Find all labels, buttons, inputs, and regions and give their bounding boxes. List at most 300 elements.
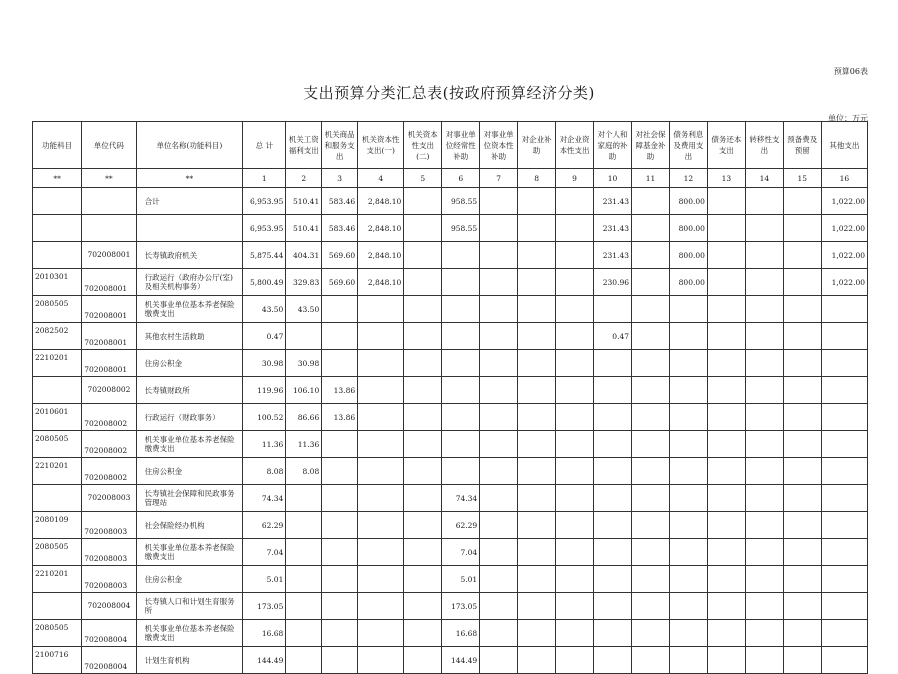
amount-cell	[480, 431, 518, 458]
amount-cell: 30.98	[286, 350, 322, 377]
amount-cell	[518, 377, 556, 404]
table-row	[33, 404, 868, 431]
amount-cell: 510.41	[286, 215, 322, 242]
amount-cell	[480, 458, 518, 485]
function-code-cell: 2080505	[33, 296, 82, 323]
amount-cell: 0.47	[594, 323, 632, 350]
amount-cell: 231.43	[594, 242, 632, 269]
amount-cell	[404, 458, 442, 485]
unit-name-cell: 住房公积金	[136, 350, 243, 377]
column-index-cell: 16	[821, 169, 867, 188]
table-row	[33, 539, 868, 566]
amount-cell	[669, 512, 707, 539]
table-row	[33, 188, 868, 215]
amount-cell	[632, 188, 670, 215]
table-row	[33, 431, 868, 458]
amount-cell	[556, 620, 594, 647]
amount-cell	[286, 512, 322, 539]
function-code-cell: 2100716	[33, 647, 82, 674]
amount-cell	[480, 620, 518, 647]
table-row	[33, 242, 868, 269]
column-header: 总 计	[243, 122, 286, 169]
amount-cell	[821, 620, 867, 647]
amount-cell	[442, 377, 480, 404]
unit-name-cell: 行政运行（财政事务）	[136, 404, 243, 431]
amount-cell	[707, 458, 745, 485]
amount-cell	[322, 485, 358, 512]
amount-cell	[358, 566, 404, 593]
amount-cell: 5,800.49	[243, 269, 286, 296]
table-header-row	[33, 122, 868, 169]
amount-cell: 1,022.00	[821, 269, 867, 296]
amount-cell	[286, 647, 322, 674]
amount-cell	[556, 458, 594, 485]
function-code-cell: 2080505	[33, 620, 82, 647]
amount-cell	[404, 566, 442, 593]
amount-cell	[821, 593, 867, 620]
amount-cell	[480, 323, 518, 350]
amount-cell	[358, 296, 404, 323]
unit-name-cell: 合计	[136, 188, 243, 215]
amount-cell	[518, 593, 556, 620]
table-row	[33, 269, 868, 296]
column-index-cell: 4	[358, 169, 404, 188]
amount-cell	[632, 431, 670, 458]
amount-cell	[556, 269, 594, 296]
amount-cell	[745, 269, 783, 296]
amount-cell	[286, 593, 322, 620]
amount-cell	[594, 539, 632, 566]
amount-cell	[783, 242, 821, 269]
amount-cell: 1,022.00	[821, 242, 867, 269]
amount-cell	[556, 431, 594, 458]
amount-cell	[480, 296, 518, 323]
amount-cell	[821, 512, 867, 539]
unit-code-cell	[82, 215, 136, 242]
amount-cell	[821, 458, 867, 485]
amount-cell	[707, 431, 745, 458]
unit-code-cell: 702008001	[82, 269, 136, 296]
amount-cell	[821, 323, 867, 350]
amount-cell	[745, 296, 783, 323]
amount-cell	[745, 458, 783, 485]
amount-cell	[322, 566, 358, 593]
amount-cell	[518, 215, 556, 242]
amount-cell: 231.43	[594, 215, 632, 242]
amount-cell: 173.05	[442, 593, 480, 620]
column-header: 其他支出	[821, 122, 867, 169]
amount-cell: 43.50	[243, 296, 286, 323]
amount-cell	[594, 377, 632, 404]
amount-cell	[669, 404, 707, 431]
amount-cell	[442, 404, 480, 431]
table-row	[33, 350, 868, 377]
amount-cell	[707, 296, 745, 323]
unit-name-cell: 机关事业单位基本养老保险缴费支出	[136, 620, 243, 647]
amount-cell	[518, 485, 556, 512]
function-code-cell: 2080505	[33, 431, 82, 458]
amount-cell	[404, 323, 442, 350]
amount-cell	[442, 269, 480, 296]
column-header: 对企业补助	[518, 122, 556, 169]
amount-cell	[404, 350, 442, 377]
amount-cell: 800.00	[669, 215, 707, 242]
amount-cell: 231.43	[594, 188, 632, 215]
amount-cell	[556, 593, 594, 620]
amount-cell	[707, 215, 745, 242]
amount-cell	[783, 458, 821, 485]
amount-cell	[783, 323, 821, 350]
amount-cell: 329.83	[286, 269, 322, 296]
amount-cell	[783, 566, 821, 593]
amount-cell	[632, 593, 670, 620]
amount-cell: 1,022.00	[821, 215, 867, 242]
amount-cell	[480, 566, 518, 593]
amount-cell	[707, 404, 745, 431]
amount-cell	[556, 323, 594, 350]
column-index-cell: 6	[442, 169, 480, 188]
column-index-cell: 7	[480, 169, 518, 188]
amount-cell	[669, 647, 707, 674]
table-row	[33, 593, 868, 620]
amount-cell	[632, 647, 670, 674]
amount-cell	[745, 512, 783, 539]
table-row	[33, 323, 868, 350]
amount-cell	[480, 485, 518, 512]
amount-cell	[783, 350, 821, 377]
column-index-cell: **	[33, 169, 82, 188]
column-index-cell: 1	[243, 169, 286, 188]
amount-cell	[821, 404, 867, 431]
amount-cell	[707, 539, 745, 566]
unit-code-cell: 702008003	[82, 566, 136, 593]
column-index-cell: 9	[556, 169, 594, 188]
unit-name-cell: 住房公积金	[136, 458, 243, 485]
amount-cell	[707, 269, 745, 296]
amount-cell	[518, 431, 556, 458]
amount-cell: 119.96	[243, 377, 286, 404]
amount-cell	[442, 350, 480, 377]
amount-cell: 800.00	[669, 188, 707, 215]
column-index-cell: 12	[669, 169, 707, 188]
amount-cell	[286, 539, 322, 566]
column-index-row	[33, 169, 868, 188]
amount-cell: 6,953.95	[243, 215, 286, 242]
amount-cell	[632, 350, 670, 377]
amount-cell	[783, 215, 821, 242]
amount-cell	[745, 566, 783, 593]
amount-cell	[518, 512, 556, 539]
amount-cell	[404, 404, 442, 431]
amount-cell	[745, 539, 783, 566]
unit-code-cell: 702008002	[82, 431, 136, 458]
amount-cell: 569.60	[322, 269, 358, 296]
amount-cell	[358, 512, 404, 539]
unit-name-cell: 计划生育机构	[136, 647, 243, 674]
amount-cell	[322, 296, 358, 323]
document-code: 预算06表	[833, 67, 868, 76]
unit-label: 单位：万元	[828, 114, 868, 123]
amount-cell: 583.46	[322, 215, 358, 242]
unit-name-cell: 长寿镇财政所	[136, 377, 243, 404]
table-row	[33, 458, 868, 485]
unit-code-cell	[82, 188, 136, 215]
amount-cell	[707, 242, 745, 269]
function-code-cell: 2080109	[33, 512, 82, 539]
amount-cell	[480, 242, 518, 269]
amount-cell	[518, 458, 556, 485]
amount-cell: 144.49	[243, 647, 286, 674]
amount-cell	[632, 215, 670, 242]
amount-cell	[707, 512, 745, 539]
amount-cell	[556, 188, 594, 215]
amount-cell	[322, 512, 358, 539]
amount-cell	[707, 350, 745, 377]
function-code-cell	[33, 188, 82, 215]
amount-cell	[480, 404, 518, 431]
function-code-cell: 2210201	[33, 566, 82, 593]
amount-cell	[556, 242, 594, 269]
amount-cell	[594, 512, 632, 539]
amount-cell: 74.34	[442, 485, 480, 512]
unit-name-cell: 社会保险经办机构	[136, 512, 243, 539]
amount-cell	[745, 350, 783, 377]
amount-cell	[404, 188, 442, 215]
amount-cell	[632, 539, 670, 566]
amount-cell: 583.46	[322, 188, 358, 215]
function-code-cell: 2082502	[33, 323, 82, 350]
amount-cell	[518, 269, 556, 296]
unit-code-cell: 702008001	[82, 323, 136, 350]
unit-code-cell: 702008003	[82, 485, 136, 512]
amount-cell	[480, 269, 518, 296]
amount-cell	[594, 620, 632, 647]
amount-cell	[594, 350, 632, 377]
function-code-cell	[33, 593, 82, 620]
unit-code-cell: 702008001	[82, 350, 136, 377]
amount-cell	[442, 458, 480, 485]
amount-cell	[632, 296, 670, 323]
amount-cell	[480, 512, 518, 539]
amount-cell	[745, 647, 783, 674]
amount-cell: 106.10	[286, 377, 322, 404]
amount-cell	[594, 647, 632, 674]
amount-cell	[669, 593, 707, 620]
amount-cell	[556, 647, 594, 674]
column-header: 机关资本性支出(二)	[404, 122, 442, 169]
page-title: 支出预算分类汇总表(按政府预算经济分类)	[303, 84, 595, 102]
unit-name-cell: 长寿镇政府机关	[136, 242, 243, 269]
column-header: 转移性支出	[745, 122, 783, 169]
amount-cell	[669, 350, 707, 377]
amount-cell	[783, 404, 821, 431]
unit-name-cell	[136, 215, 243, 242]
amount-cell: 11.36	[243, 431, 286, 458]
amount-cell	[707, 377, 745, 404]
amount-cell	[783, 431, 821, 458]
column-index-cell: 3	[322, 169, 358, 188]
amount-cell	[518, 647, 556, 674]
amount-cell	[358, 404, 404, 431]
column-index-cell: 5	[404, 169, 442, 188]
function-code-cell: 2010301	[33, 269, 82, 296]
column-header: 功能科目	[33, 122, 82, 169]
amount-cell	[518, 323, 556, 350]
amount-cell	[322, 647, 358, 674]
amount-cell: 0.47	[243, 323, 286, 350]
amount-cell: 6,953.95	[243, 188, 286, 215]
amount-cell	[594, 431, 632, 458]
amount-cell	[322, 431, 358, 458]
amount-cell: 800.00	[669, 269, 707, 296]
amount-cell: 1,022.00	[821, 188, 867, 215]
amount-cell: 7.04	[442, 539, 480, 566]
column-index-cell: 10	[594, 169, 632, 188]
amount-cell	[594, 485, 632, 512]
column-index-cell: 11	[632, 169, 670, 188]
amount-cell	[669, 431, 707, 458]
amount-cell	[594, 593, 632, 620]
amount-cell: 2,848.10	[358, 215, 404, 242]
amount-cell: 62.29	[442, 512, 480, 539]
amount-cell	[404, 485, 442, 512]
amount-cell	[594, 566, 632, 593]
table-row	[33, 485, 868, 512]
column-header: 对个人和家庭的补助	[594, 122, 632, 169]
amount-cell	[632, 620, 670, 647]
amount-cell	[594, 458, 632, 485]
table-row	[33, 512, 868, 539]
unit-code-cell: 702008001	[82, 242, 136, 269]
column-index-cell: 8	[518, 169, 556, 188]
amount-cell	[745, 431, 783, 458]
unit-code-cell: 702008004	[82, 620, 136, 647]
amount-cell	[783, 269, 821, 296]
amount-cell	[358, 620, 404, 647]
amount-cell	[286, 566, 322, 593]
amount-cell	[632, 323, 670, 350]
amount-cell	[745, 620, 783, 647]
amount-cell	[783, 188, 821, 215]
amount-cell: 8.08	[243, 458, 286, 485]
amount-cell	[404, 215, 442, 242]
amount-cell	[669, 377, 707, 404]
unit-name-cell: 机关事业单位基本养老保险缴费支出	[136, 431, 243, 458]
amount-cell	[669, 323, 707, 350]
unit-code-cell: 702008002	[82, 404, 136, 431]
table-row	[33, 620, 868, 647]
table-row	[33, 296, 868, 323]
amount-cell	[821, 566, 867, 593]
amount-cell	[480, 539, 518, 566]
amount-cell	[358, 377, 404, 404]
amount-cell: 100.52	[243, 404, 286, 431]
amount-cell: 800.00	[669, 242, 707, 269]
amount-cell	[358, 593, 404, 620]
amount-cell	[669, 620, 707, 647]
column-index-cell: 13	[707, 169, 745, 188]
amount-cell: 2,848.10	[358, 242, 404, 269]
amount-cell: 43.50	[286, 296, 322, 323]
amount-cell: 144.49	[442, 647, 480, 674]
amount-cell	[358, 647, 404, 674]
amount-cell	[669, 296, 707, 323]
amount-cell	[783, 377, 821, 404]
amount-cell	[286, 485, 322, 512]
amount-cell	[594, 296, 632, 323]
amount-cell	[745, 323, 783, 350]
amount-cell	[783, 620, 821, 647]
unit-code-cell: 702008004	[82, 647, 136, 674]
amount-cell	[821, 296, 867, 323]
amount-cell	[358, 323, 404, 350]
amount-cell	[821, 647, 867, 674]
column-header: 机关商品和服务支出	[322, 122, 358, 169]
amount-cell	[518, 350, 556, 377]
amount-cell: 11.36	[286, 431, 322, 458]
amount-cell	[632, 566, 670, 593]
amount-cell	[322, 350, 358, 377]
amount-cell	[707, 485, 745, 512]
amount-cell: 30.98	[243, 350, 286, 377]
amount-cell	[556, 215, 594, 242]
amount-cell	[404, 269, 442, 296]
amount-cell	[632, 269, 670, 296]
amount-cell	[480, 377, 518, 404]
function-code-cell	[33, 242, 82, 269]
function-code-cell	[33, 485, 82, 512]
amount-cell	[480, 647, 518, 674]
amount-cell	[404, 431, 442, 458]
amount-cell	[783, 485, 821, 512]
amount-cell	[745, 242, 783, 269]
amount-cell	[632, 512, 670, 539]
function-code-cell	[33, 215, 82, 242]
amount-cell: 569.60	[322, 242, 358, 269]
amount-cell	[480, 593, 518, 620]
amount-cell	[322, 620, 358, 647]
amount-cell	[404, 242, 442, 269]
amount-cell	[286, 323, 322, 350]
unit-name-cell: 住房公积金	[136, 566, 243, 593]
unit-code-cell: 702008003	[82, 512, 136, 539]
amount-cell	[404, 296, 442, 323]
amount-cell	[518, 404, 556, 431]
amount-cell	[556, 539, 594, 566]
amount-cell	[821, 431, 867, 458]
amount-cell	[556, 296, 594, 323]
amount-cell: 13.86	[322, 404, 358, 431]
amount-cell	[556, 512, 594, 539]
amount-cell	[632, 458, 670, 485]
amount-cell	[669, 485, 707, 512]
amount-cell	[821, 350, 867, 377]
amount-cell	[358, 350, 404, 377]
column-index-cell: **	[136, 169, 243, 188]
amount-cell	[783, 593, 821, 620]
amount-cell	[632, 242, 670, 269]
unit-name-cell: 长寿镇人口和计划生育服务所	[136, 593, 243, 620]
amount-cell	[632, 377, 670, 404]
function-code-cell	[33, 377, 82, 404]
unit-code-cell: 702008003	[82, 539, 136, 566]
amount-cell	[632, 404, 670, 431]
function-code-cell: 2210201	[33, 458, 82, 485]
amount-cell	[745, 404, 783, 431]
amount-cell	[518, 566, 556, 593]
amount-cell: 86.66	[286, 404, 322, 431]
amount-cell	[745, 188, 783, 215]
